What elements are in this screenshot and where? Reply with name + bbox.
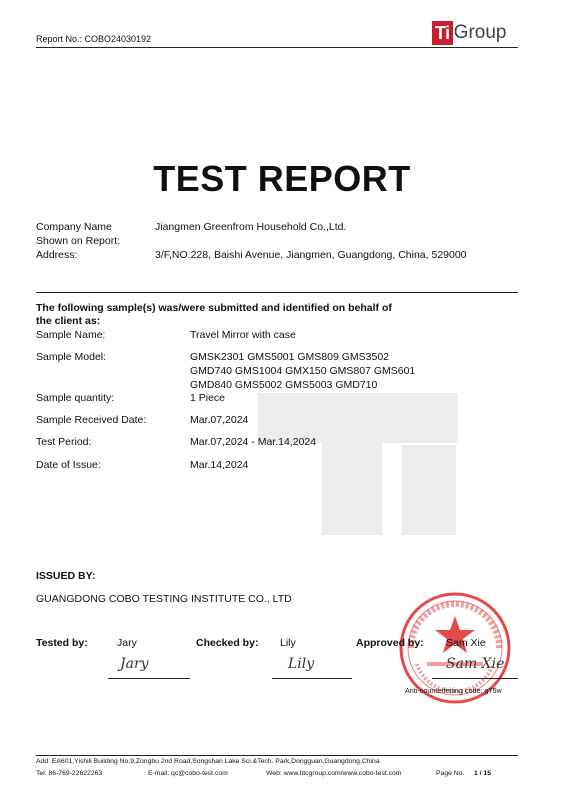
checked-by-line [272,678,352,679]
date-of-issue-value: Mar.14,2024 [190,459,249,471]
issuing-institute: GUANGDONG COBO TESTING INSTITUTE CO., LTD [36,593,292,605]
company-name-value: Jiangmen Greenfrom Household Co.,Ltd. [155,221,347,233]
watermark-i-stem [402,445,456,535]
sample-received-value: Mar.07,2024 [190,414,249,426]
address-value: 3/F,NO.228, Baishi Avenue, Jiangmen, Guangdong, China, 529000 [155,249,467,261]
sample-model-label: Sample Model: [36,351,107,363]
sample-name-value: Travel Mirror with case [190,329,296,341]
company-name-label: Company Name [36,221,112,233]
section-divider [36,292,518,293]
footer-web: Web: www.titcgroup.com/www.cobo-test.com [266,770,402,777]
shown-on-report-label: Shown on Report: [36,235,121,247]
sample-model-value-2: GMD740 GMS1004 GMX150 GMS807 GMS601 [190,365,416,377]
sample-received-label: Sample Received Date: [36,414,147,426]
sample-intro-line2: the client as: [36,315,101,327]
footer-email: E-mail: qc@cobo-test.com [148,770,228,777]
logo-group: Group [453,22,507,43]
footer-divider [36,755,518,756]
test-period-label: Test Period: [36,436,92,448]
logo-ti: Ti [432,21,453,45]
tested-by-label: Tested by: [36,637,88,649]
page-title: TEST REPORT [153,158,411,199]
approved-by-name: Sam Xie [446,637,486,649]
sample-model-value-1: GMSK2301 GMS5001 GMS809 GMS3502 [190,351,390,363]
date-of-issue-label: Date of Issue: [36,459,101,471]
footer-address: Add: EA601,Yishili Building No.9,Zongbu 2nd Road,Songshan Lake Sci.&Tech. Park,Dongguan,Guangdong,China [36,758,380,765]
approved-by-line [432,678,518,679]
watermark-i-dot [402,398,456,438]
sample-quantity-label: Sample quantity: [36,392,115,404]
checked-by-name: Lily [280,637,296,649]
sample-intro-line1: The following sample(s) was/were submitted and identified on behalf of [36,302,392,314]
approved-by-label: Approved by: [356,637,424,649]
issued-by-label: ISSUED BY: [36,570,96,582]
address-label: Address: [36,249,78,261]
page-number-label: Page No. [436,770,465,777]
sample-quantity-value: 1 Piece [190,392,226,404]
tested-by-line [108,678,190,679]
approved-by-signature: Sam Xie [446,656,505,672]
checked-by-label: Checked by: [196,637,259,649]
page-number-value: 1 / 15 [474,770,492,777]
test-period-value: Mar.07,2024 - Mar.14,2024 [190,436,317,448]
sample-name-label: Sample Name: [36,329,106,341]
watermark-t-stem [322,393,382,535]
tested-by-name: Jary [117,637,137,649]
report-number: Report No.: COBO24030192 [36,34,152,44]
tested-by-signature: Jary [120,656,149,672]
header-divider [36,47,518,48]
sample-model-value-3: GMD840 GMS5002 GMS5003 GMD710 [190,379,378,391]
company-logo [432,20,506,46]
anti-counterfeit-code: Anti-counterfeiting code: g75w [405,686,502,695]
footer-tel: Tel: 86-769-22622263 [36,770,103,777]
checked-by-signature: Lily [288,656,315,672]
